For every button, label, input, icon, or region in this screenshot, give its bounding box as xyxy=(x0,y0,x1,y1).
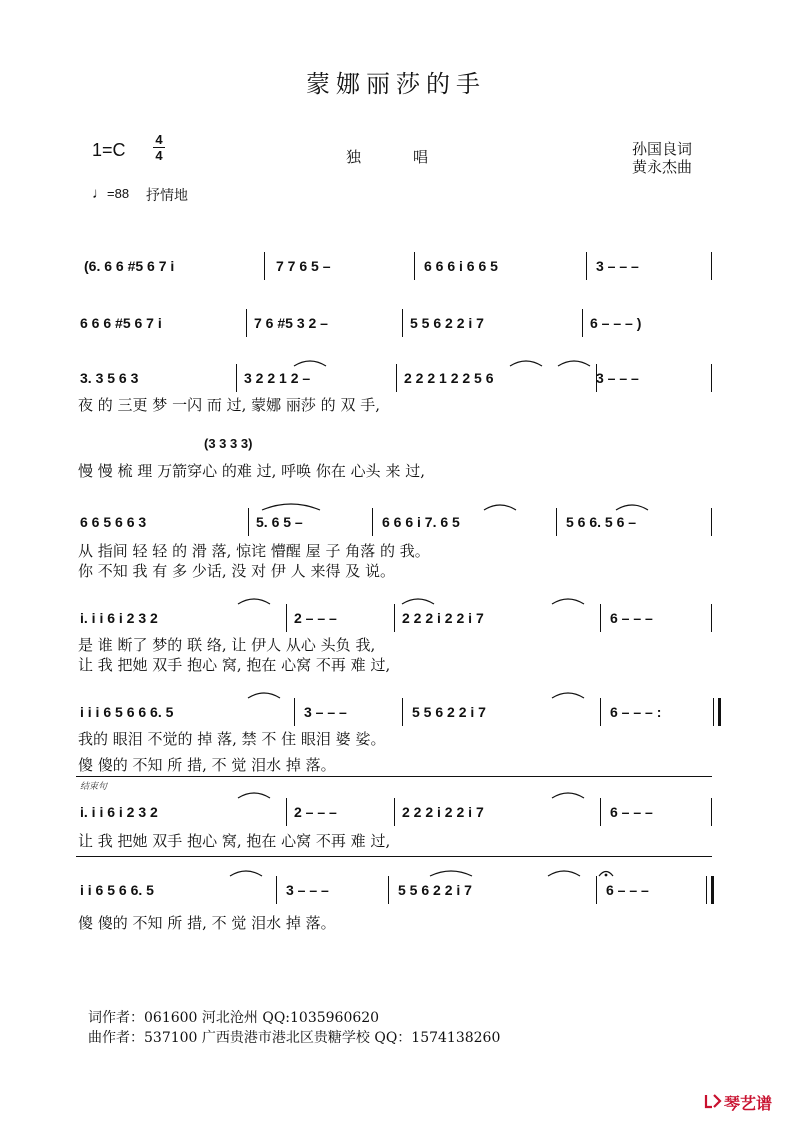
measure: 5 6 6. 5 6 – xyxy=(566,514,637,530)
barline xyxy=(414,252,415,280)
time-sig-top: 4 xyxy=(155,132,163,147)
barline xyxy=(276,876,277,904)
lyric-line: 夜 的 三更 梦 一闪 而 过, 蒙娜 丽莎 的 双 手, xyxy=(78,396,380,414)
barline xyxy=(711,252,712,280)
measure: 5 5 6 2 2 i 7 xyxy=(410,315,484,331)
barline xyxy=(596,364,597,392)
measure: 5 5 6 2 2 i 7 xyxy=(398,882,472,898)
lyric-line: 从 指间 轻 轻 的 滑 落, 惊诧 懵醒 屋 子 角落 的 我。 xyxy=(78,542,430,560)
measure: 3. 3 5 6 3 xyxy=(80,370,139,386)
barline xyxy=(264,252,265,280)
measure: (6. 6 6 #5 6 7 i xyxy=(84,258,175,274)
measure: 2 – – – xyxy=(294,804,337,820)
slur xyxy=(544,866,584,878)
bracket-notes: (3 3 3 3) xyxy=(204,436,253,451)
lyric-line: 傻 傻的 不知 所 措, 不 觉 泪水 掉 落。 xyxy=(78,756,336,774)
measure: 7 7 6 5 – xyxy=(276,258,331,274)
measure: 3 – – – xyxy=(596,370,639,386)
slur xyxy=(548,788,588,800)
measure: 6 – – – xyxy=(606,882,649,898)
measure: 2 2 2 i 2 2 i 7 xyxy=(402,804,484,820)
slur xyxy=(244,688,284,700)
slur xyxy=(234,788,274,800)
final-barline-thick xyxy=(711,876,714,904)
barline xyxy=(248,508,249,536)
barline xyxy=(394,604,395,632)
logo-text: 琴艺谱 xyxy=(724,1096,773,1113)
measure: 6 6 6 i 7. 6 5 xyxy=(382,514,460,530)
barline xyxy=(372,508,373,536)
composer-credit: 黄永杰曲 xyxy=(632,158,693,176)
measure: 6 – – – : xyxy=(610,704,662,720)
lyric-line: 傻 傻的 不知 所 措, 不 觉 泪水 掉 落。 xyxy=(78,914,336,932)
barline xyxy=(402,698,403,726)
barline xyxy=(402,309,403,337)
score-row-9 xyxy=(76,882,716,908)
measure: 5 5 6 2 2 i 7 xyxy=(412,704,486,720)
site-logo xyxy=(704,1091,772,1114)
measure: 6 – – – xyxy=(610,804,653,820)
measure: 2 2 2 i 2 2 i 7 xyxy=(402,610,484,626)
measure: 3 – – – xyxy=(286,882,329,898)
qinyipu-logo-icon xyxy=(704,1093,722,1109)
barline xyxy=(586,252,587,280)
fermata-icon xyxy=(596,866,616,878)
score-row-5 xyxy=(76,514,716,540)
barline xyxy=(711,798,712,826)
barline xyxy=(600,798,601,826)
lyric-line: 慢 慢 梳 理 万箭穿心 的难 过, 呼唤 你在 心头 来 过, xyxy=(78,462,425,480)
measure: i i i 6 5 6 6 6. 5 xyxy=(80,704,174,720)
tempo-marking xyxy=(92,185,129,202)
measure: 3 – – – xyxy=(596,258,639,274)
measure: 2 – – – xyxy=(294,610,337,626)
measure: i. i i 6 i 2 3 2 xyxy=(80,610,158,626)
measure: 3 2 2 1 2 – xyxy=(244,370,311,386)
lyricist-info: 词作者：061600 河北沧州 QQ:1035960620 xyxy=(88,1010,380,1026)
lyric-line: 是 谁 断了 梦的 联 络, 让 伊人 从心 头负 我, xyxy=(78,636,376,654)
measure: 3 – – – xyxy=(304,704,347,720)
slur xyxy=(258,498,324,512)
slur xyxy=(612,500,652,512)
quarter-note-icon: ♩ xyxy=(92,185,107,202)
repeat-barline-thin xyxy=(713,698,714,726)
barline xyxy=(711,364,712,392)
barline xyxy=(236,364,237,392)
page-title: 蒙娜丽莎的手 xyxy=(306,70,486,98)
slur xyxy=(506,356,546,368)
slur xyxy=(234,594,274,606)
barline xyxy=(394,798,395,826)
measure: 6 6 5 6 6 3 xyxy=(80,514,147,530)
measure: 6 6 6 #5 6 7 i xyxy=(80,315,162,331)
slur xyxy=(226,866,266,878)
score-row-2 xyxy=(76,315,716,341)
barline xyxy=(582,309,583,337)
slur xyxy=(480,500,520,512)
measure: 6 6 6 i 6 6 5 xyxy=(424,258,498,274)
score-row-6 xyxy=(76,610,716,636)
barline xyxy=(711,604,712,632)
score-row-7 xyxy=(76,704,716,730)
score-row-8 xyxy=(76,804,716,830)
key-signature: 1=C xyxy=(92,140,126,160)
score-row-1 xyxy=(76,258,716,284)
time-sig-bottom: 4 xyxy=(155,148,163,163)
lyric-line: 我的 眼泪 不觉的 掉 落, 禁 不 住 眼泪 婆 娑。 xyxy=(78,730,386,748)
barline xyxy=(556,508,557,536)
slur xyxy=(398,594,438,606)
composer-info: 曲作者：537100 广西贵港市港北区贵糖学校 QQ：1574138260 xyxy=(88,1030,501,1046)
lyric-line: 你 不知 我 有 多 少话, 没 对 伊 人 来得 及 说。 xyxy=(78,562,395,580)
measure: 6 – – – xyxy=(610,610,653,626)
barline xyxy=(600,698,601,726)
slur xyxy=(548,688,588,700)
lyric-line: 让 我 把她 双手 抱心 窝, 抱在 心窝 不再 难 过, xyxy=(78,656,391,674)
barline xyxy=(388,876,389,904)
tempo-value: =88 xyxy=(107,186,130,201)
lyricist-credit: 孙国良词 xyxy=(632,140,693,158)
section-divider xyxy=(76,776,712,777)
measure: 7 6 #5 3 2 – xyxy=(254,315,328,331)
barline xyxy=(286,604,287,632)
measure: i. i i 6 i 2 3 2 xyxy=(80,804,158,820)
repeat-barline-thick xyxy=(718,698,721,726)
measure: 2 2 2 1 2 2 5 6 xyxy=(404,370,494,386)
final-barline-thin xyxy=(706,876,707,904)
barline xyxy=(711,508,712,536)
slur xyxy=(426,866,476,878)
performance-type: 独唱 xyxy=(346,148,481,166)
slur xyxy=(548,594,588,606)
barline xyxy=(596,876,597,904)
barline xyxy=(294,698,295,726)
barline xyxy=(600,604,601,632)
barline xyxy=(246,309,247,337)
time-signature xyxy=(152,132,166,163)
slur xyxy=(554,356,594,368)
measure: i i 6 5 6 6. 5 xyxy=(80,882,154,898)
measure: 5. 6 5 – xyxy=(256,514,303,530)
expression-marking: 抒情地 xyxy=(146,188,188,204)
slur xyxy=(290,356,330,368)
section-divider xyxy=(76,856,712,857)
ending-label: 结束句 xyxy=(80,782,108,792)
barline xyxy=(286,798,287,826)
lyric-line: 让 我 把她 双手 抱心 窝, 抱在 心窝 不再 难 过, xyxy=(78,832,391,850)
barline xyxy=(396,364,397,392)
measure: 6 – – – ) xyxy=(590,315,642,331)
